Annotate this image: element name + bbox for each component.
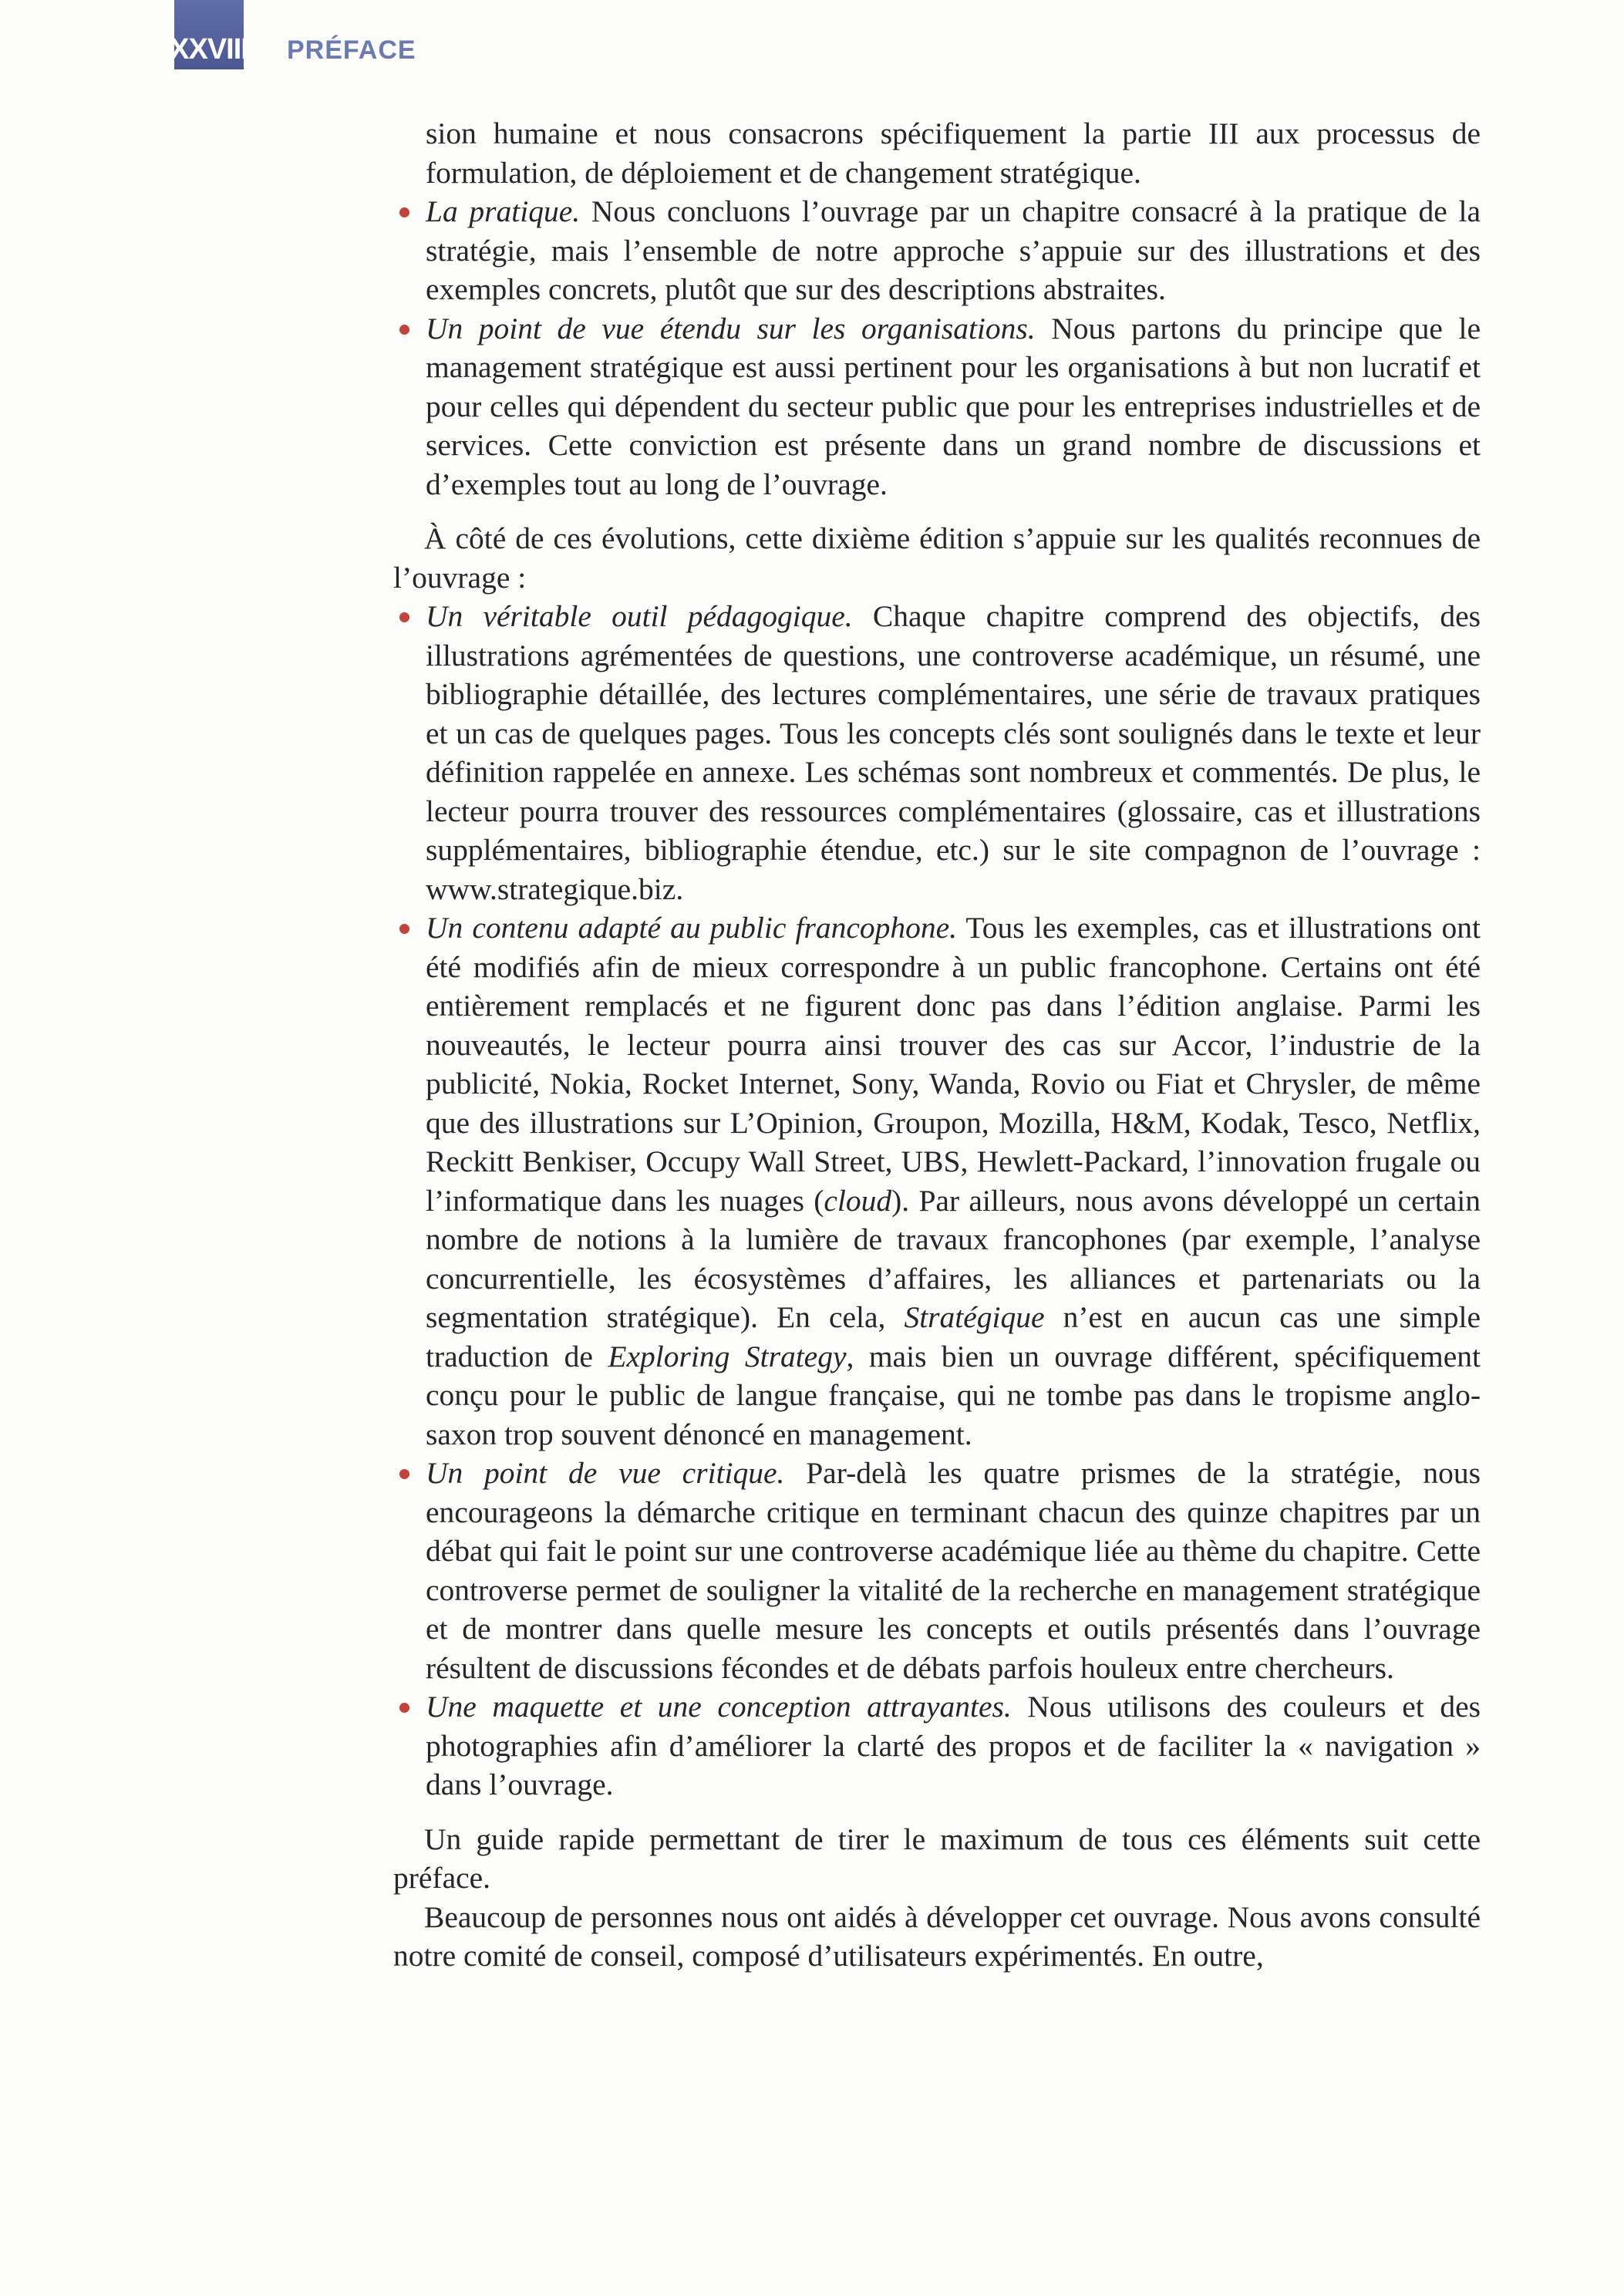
running-head: PRÉFACE bbox=[287, 35, 416, 65]
bullet-icon bbox=[399, 207, 409, 217]
bullet-icon bbox=[399, 1703, 409, 1713]
paragraph: Beaucoup de personnes nous ont aidés à développer cet ouvrage. Nous avons consulté notre comité de conseil, composé d’utilisateurs expérimentés. En outre, bbox=[393, 1899, 1481, 1973]
paragraph: À côté de ces évolutions, cette dixième édition s’appuie sur les qualités reconnues de l’ouvrage : bbox=[393, 521, 1481, 595]
item-text: , mais bien un ouvrage différent, spécifiquement conçu pour le public de langue française, qui ne tombe pas dans le tropisme anglo-saxon trop souvent dénoncé en management. bbox=[426, 1339, 1481, 1451]
item-text: n’est en aucun cas une simple traduction de bbox=[426, 1300, 1481, 1373]
item-emphasis: Exploring Strategy bbox=[608, 1339, 847, 1373]
list-item bbox=[393, 309, 1481, 504]
item-title: Un point de vue critique. bbox=[426, 1456, 785, 1490]
item-title: Une maquette et une conception attrayantes. bbox=[426, 1690, 1012, 1724]
continued-list-item: sion humaine et nous consacrons spécifiquement la partie III aux processus de formulation, de déploiement et de changement stratégique. bbox=[426, 116, 1481, 190]
item-emphasis: Stratégique bbox=[904, 1300, 1045, 1334]
body-text bbox=[393, 114, 1481, 1976]
page-number: XXVIII bbox=[174, 0, 244, 69]
features-list bbox=[393, 192, 1481, 504]
item-title: Un contenu adapté au public francophone. bbox=[426, 911, 958, 945]
list-item bbox=[393, 597, 1481, 908]
list-item bbox=[393, 1687, 1481, 1805]
item-text: Nous utilisons des couleurs et des photographies afin d’améliorer la clarté des propos et de faciliter la « navigation » dans l’ouvrage. bbox=[426, 1690, 1481, 1801]
bullet-icon bbox=[399, 612, 409, 622]
item-emphasis: cloud bbox=[824, 1183, 892, 1218]
item-text: ). Par ailleurs, nous avons développé un certain nombre de notions à la lumière de travaux francophones (par exemple, l’analyse concurrentielle, les écosystèmes d’affaires, les alliances et partenariats ou la segmentation stratégique). En cela, bbox=[426, 1183, 1481, 1334]
bullet-icon bbox=[399, 1469, 409, 1479]
list-item bbox=[393, 1454, 1481, 1687]
item-text: Par-delà les quatre prismes de la stratégie, nous encourageons la démarche critique en terminant chacun des quinze chapitres par un débat qui fait le point sur une controverse académique liée au thème du chapitre. Cette controverse permet de souligner la vitalité de la recherche en management stratégique et de montrer dans quelle mesure les concepts et outils présentés dans l’ouvrage résultent de discussions fécondes et de débats parfois houleux entre chercheurs. bbox=[426, 1456, 1481, 1685]
item-text: Chaque chapitre comprend des objectifs, des illustrations agrémentées de questions, une controverse académique, un résumé, une bibliographie détaillée, des lectures complémentaires, une série de travaux pratiques et un cas de quelques pages. Tous les concepts clés sont soulignés dans le texte et leur définition rappelée en annexe. Les schémas sont nombreux et commentés. De plus, le lecteur pourra trouver des ressources complémentaires (glossaire, cas et illustrations supplémentaires, bibliographie étendue, etc.) sur le site compagnon de l’ouvrage : www.strategique.biz. bbox=[426, 599, 1481, 906]
list-item bbox=[393, 908, 1481, 1454]
qualities-list bbox=[393, 597, 1481, 1805]
list-item bbox=[393, 192, 1481, 309]
item-text: Tous les exemples, cas et illustrations ont été modifiés afin de mieux correspondre à un public francophone. Certains ont été entièrement remplacés et ne figurent donc pas dans l’édition anglaise. Parmi les nouveautés, le lecteur pourra ainsi trouver des cas sur Accor, l’industrie de la publicité, Nokia, Rocket Internet, Sony, Wanda, Rovio ou Fiat et Chrysler, de même que des illustrations sur L’Opinion, Groupon, Mozilla, H&M, Kodak, Tesco, Netflix, Reckitt Benkiser, Occupy Wall Street, UBS, Hewlett-Packard, l’innovation frugale ou l’informatique dans les nuages ( bbox=[426, 911, 1481, 1218]
item-title: La pratique. bbox=[426, 194, 581, 228]
item-text: Nous partons du principe que le management stratégique est aussi pertinent pour les organisations à but non lucratif et pour celles qui dépendent du secteur public que pour les entreprises industrielles et de services. Cette conviction est présente dans un grand nombre de discussions et d’exemples tout au long de l’ouvrage. bbox=[426, 311, 1481, 501]
item-title: Un point de vue étendu sur les organisations. bbox=[426, 311, 1036, 345]
paragraph: Un guide rapide permettant de tirer le maximum de tous ces éléments suit cette préface. bbox=[393, 1822, 1481, 1895]
item-text: Nous concluons l’ouvrage par un chapitre consacré à la pratique de la stratégie, mais l’ensemble de notre approche s’appuie sur des illustrations et des exemples concrets, plutôt que sur des descriptions abstraites. bbox=[426, 194, 1481, 306]
bullet-icon bbox=[399, 325, 409, 335]
item-title: Un véritable outil pédagogique. bbox=[426, 599, 853, 633]
bullet-icon bbox=[399, 924, 409, 934]
